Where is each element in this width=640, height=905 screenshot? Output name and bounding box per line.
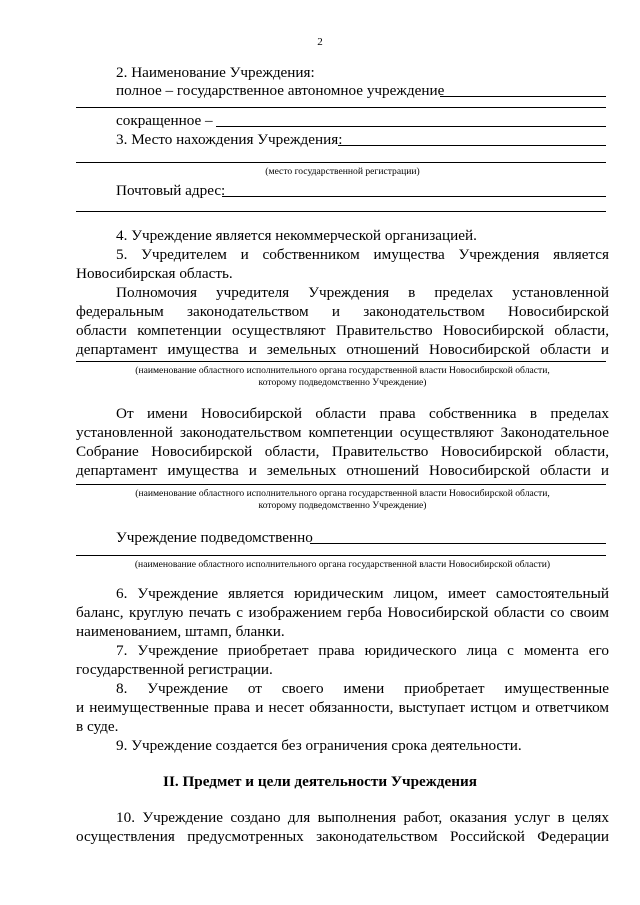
paragraph-8-line-2: и неимущественные права и несет обязанности, выступает истцом и ответчиком: [76, 699, 609, 716]
location-line-2: [76, 162, 606, 163]
paragraph-6-line-3: наименованием, штамп, бланки.: [76, 623, 285, 640]
location-line: [338, 145, 606, 146]
owner-line-3: Собрание Новосибирской области, Правительство Новосибирской области,: [76, 443, 609, 460]
paragraph-6-line-2: баланс, круглую печать с изображением герба Новосибирской области со своим: [76, 604, 609, 621]
owner-line-2: установленной законодательством компетенции осуществляют Законодательное: [76, 424, 609, 441]
name-heading: 2. Наименование Учреждения:: [116, 64, 315, 81]
owner-line-1: От имени Новосибирской области права собственника в пределах: [116, 405, 609, 422]
owner-caption-2: которому подведомственно Учреждение): [258, 500, 427, 511]
postal-address-line: [222, 196, 606, 197]
owner-line-4: департамент имущества и земельных отношений Новосибирской области и: [76, 462, 609, 479]
subordinate-caption-1: (наименование областного исполнительного органа государственной власти Новосибирской области,: [135, 365, 550, 376]
paragraph-7-line-2: государственной регистрации.: [76, 661, 273, 678]
subordinate-caption-2: которому подведомственно Учреждение): [258, 377, 427, 388]
subordinate-name-line: [310, 543, 606, 544]
full-name-line-2: [76, 107, 606, 108]
short-name-line: [216, 126, 606, 127]
paragraph-5-line-1: 5. Учредителем и собственником имущества Учреждения является: [116, 246, 609, 263]
powers-line-3: области компетенции осуществляют Правительство Новосибирской области,: [76, 322, 609, 339]
paragraph-8-line-1: 8. Учреждение от своего имени приобретает имущественные: [116, 680, 609, 697]
postal-address-line-2: [76, 211, 606, 212]
powers-line-4: департамент имущества и земельных отношений Новосибирской области и: [76, 341, 609, 358]
owner-subordinate-line: [76, 484, 606, 485]
subordinate-label: Учреждение подведомственно: [116, 529, 313, 546]
paragraph-6-line-1: 6. Учреждение является юридическим лицом, имеет самостоятельный: [116, 585, 609, 602]
paragraph-10-line-2: осуществления предусмотренных законодательством Российской Федерации: [76, 828, 609, 845]
powers-line-2: федеральным законодательством и законодательством Новосибирской: [76, 303, 609, 320]
authority-caption: (наименование областного исполнительного органа государственной власти Новосибирской области): [134, 559, 551, 570]
paragraph-5-line-2: Новосибирская область.: [76, 265, 233, 282]
full-name-line: [440, 96, 606, 97]
paragraph-10-line-1: 10. Учреждение создано для выполнения работ, оказания услуг в целях: [116, 809, 609, 826]
paragraph-4: 4. Учреждение является некоммерческой организацией.: [116, 227, 477, 244]
section-title: II. Предмет и цели деятельности Учреждения: [163, 773, 477, 790]
paragraph-7-line-1: 7. Учреждение приобретает права юридического лица с момента его: [116, 642, 609, 659]
postal-address-label: Почтовый адрес:: [116, 182, 226, 199]
short-name-label: сокращенное –: [116, 112, 213, 129]
page-number: 2: [317, 36, 323, 48]
location-caption: (место государственной регистрации): [265, 166, 420, 177]
powers-line-1: Полномочия учредителя Учреждения в пределах установленной: [116, 284, 609, 301]
subordinate-line: [76, 361, 606, 362]
paragraph-9: 9. Учреждение создается без ограничения срока деятельности.: [116, 737, 522, 754]
subordinate-name-line-2: [76, 555, 606, 556]
location-heading: 3. Место нахождения Учреждения:: [116, 131, 343, 148]
full-name-label: полное – государственное автономное учреждение: [116, 82, 445, 99]
owner-caption-1: (наименование областного исполнительного органа государственной власти Новосибирской области,: [135, 488, 550, 499]
paragraph-8-line-3: в суде.: [76, 718, 119, 735]
